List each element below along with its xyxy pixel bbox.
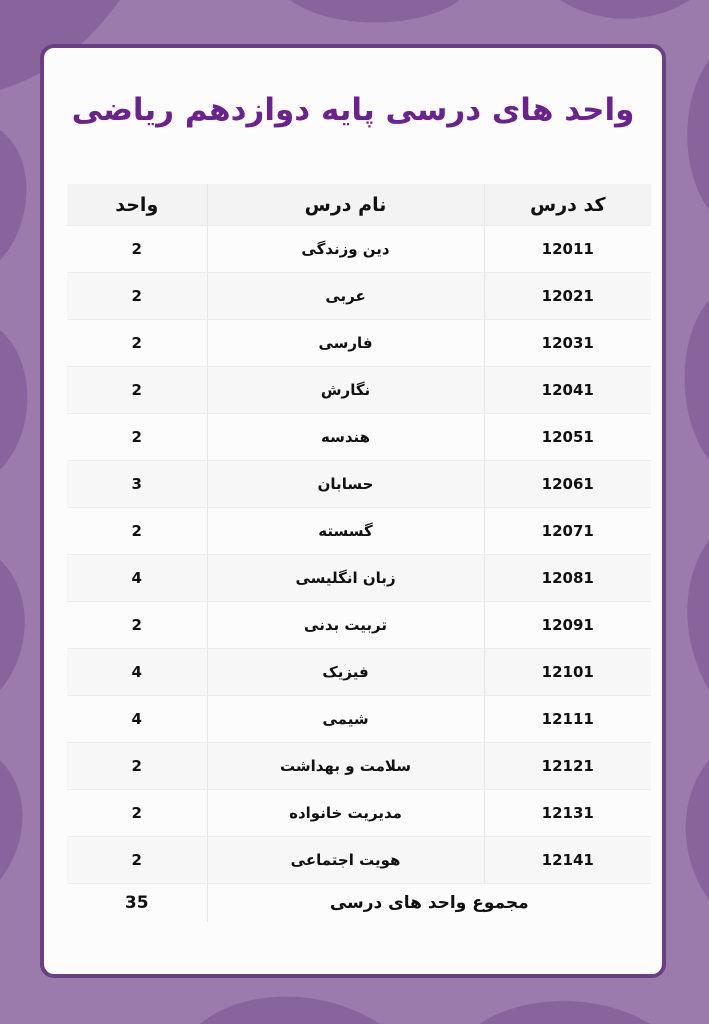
cell-code: 12031 [484,320,651,367]
cell-code: 12011 [484,226,651,273]
cell-code: 12041 [484,367,651,414]
cell-name: شیمی [207,696,484,743]
table-row [67,790,651,837]
table-row [67,461,651,508]
cell-name: دین وزندگی [207,226,484,273]
table-row [67,367,651,414]
course-table [67,184,651,922]
header-unit: واحد [67,184,207,226]
cell-name: هویت اجتماعی [207,837,484,884]
cell-name: سلامت و بهداشت [207,743,484,790]
table-row [67,743,651,790]
table-row [67,602,651,649]
table-row [67,508,651,555]
cell-name: هندسه [207,414,484,461]
cell-name: حسابان [207,461,484,508]
cell-code: 12121 [484,743,651,790]
cell-name: عربی [207,273,484,320]
cell-unit: 2 [67,790,207,837]
table-row [67,414,651,461]
cell-unit: 4 [67,649,207,696]
header-name: نام درس [207,184,484,226]
cell-unit: 2 [67,273,207,320]
cell-unit: 2 [67,743,207,790]
total-value: 35 [67,884,207,923]
table-row [67,649,651,696]
cell-code: 12141 [484,837,651,884]
cell-name: تربیت بدنی [207,602,484,649]
cell-unit: 2 [67,837,207,884]
header-code: کد درس [484,184,651,226]
cell-unit: 2 [67,226,207,273]
cell-code: 12051 [484,414,651,461]
cell-name: فیزیک [207,649,484,696]
table-row [67,226,651,273]
table-header-row [67,184,651,226]
cell-unit: 4 [67,555,207,602]
cell-unit: 2 [67,602,207,649]
cell-unit: 2 [67,414,207,461]
cell-code: 12021 [484,273,651,320]
course-card [40,44,666,978]
cell-unit: 2 [67,320,207,367]
total-row [67,884,651,923]
cell-name: نگارش [207,367,484,414]
cell-unit: 4 [67,696,207,743]
table-row [67,273,651,320]
cell-code: 12111 [484,696,651,743]
cell-code: 12131 [484,790,651,837]
cell-unit: 2 [67,367,207,414]
cell-name: فارسی [207,320,484,367]
cell-code: 12101 [484,649,651,696]
cell-name: گسسته [207,508,484,555]
table-row [67,837,651,884]
page-title: واحد های درسی پایه دوازدهم ریاضی [71,92,635,128]
cell-name: زبان انگلیسی [207,555,484,602]
table-row [67,555,651,602]
cell-unit: 3 [67,461,207,508]
cell-code: 12071 [484,508,651,555]
table-row [67,696,651,743]
cell-code: 12081 [484,555,651,602]
cell-unit: 2 [67,508,207,555]
cell-code: 12091 [484,602,651,649]
cell-name: مدیریت خانواده [207,790,484,837]
total-label: مجموع واحد های درسی [207,884,651,923]
table-row [67,320,651,367]
cell-code: 12061 [484,461,651,508]
